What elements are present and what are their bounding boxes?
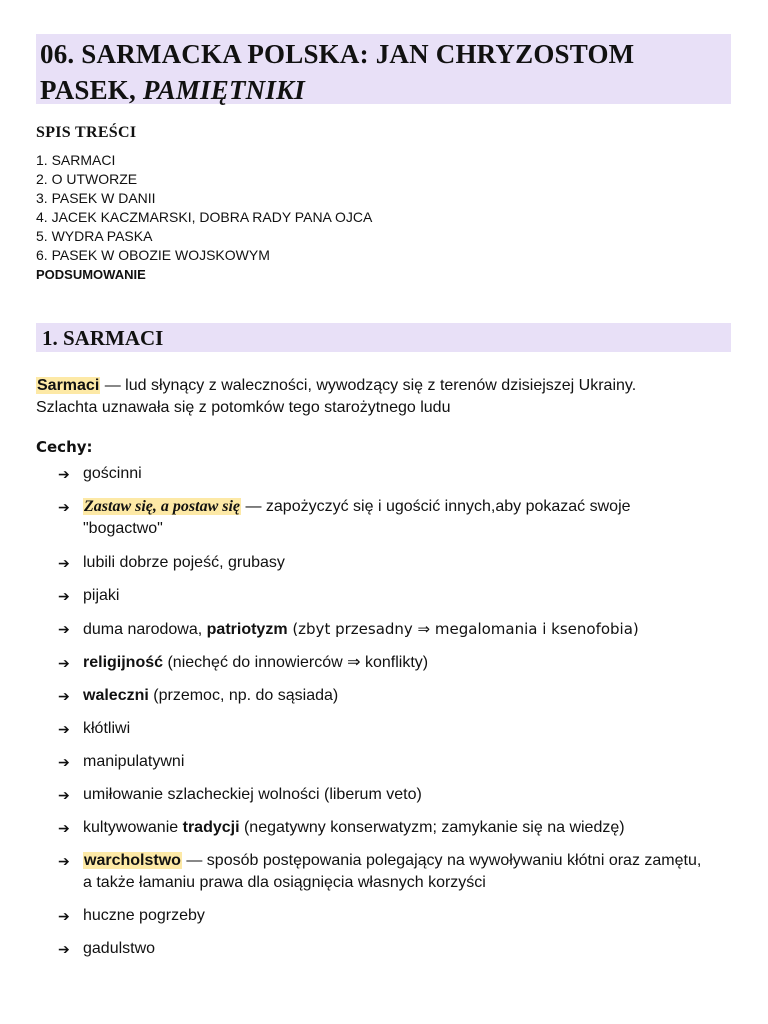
intro-text-line2: Szlachta uznawała się z potomków tego starożytnego ludu — [36, 399, 451, 416]
arrow-icon: ➔ — [58, 588, 70, 604]
trait-text: (niechęć do innowierców ⇒ konflikty) — [163, 654, 429, 671]
traits-list — [58, 463, 738, 971]
arrow-icon: ➔ — [58, 621, 70, 637]
trait-text: (przemoc, np. do sąsiada) — [148, 687, 339, 704]
toc-item[interactable]: 3. PASEK W DANII — [36, 190, 156, 206]
arrow-icon: ➔ — [58, 555, 70, 571]
trait-text: gościnni — [83, 465, 142, 482]
traits-label: Cechy: — [36, 438, 93, 456]
table-of-contents — [36, 151, 372, 284]
arrow-icon: ➔ — [58, 787, 70, 803]
document-title-box — [36, 34, 731, 104]
list-item — [58, 496, 738, 540]
intro-paragraph — [36, 375, 736, 419]
list-item — [58, 685, 738, 707]
trait-text-line2: "bogactwo" — [83, 520, 163, 537]
list-item — [58, 784, 738, 806]
arrow-icon: ➔ — [58, 941, 70, 957]
arrow-icon: ➔ — [58, 754, 70, 770]
toc-item[interactable]: 6. PASEK W OBOZIE WOJSKOWYM — [36, 247, 270, 263]
toc-item[interactable]: 4. JACEK KACZMARSKI, DOBRA RADY PANA OJCA — [36, 209, 373, 225]
trait-bold: waleczni — [83, 687, 149, 704]
toc-item-summary[interactable]: PODSUMOWANIE — [36, 267, 146, 282]
highlighted-term: Zastaw się, a postaw się — [84, 498, 241, 515]
trait-text: duma narodowa, — [83, 621, 207, 638]
toc-item[interactable]: 2. O UTWORZE — [36, 171, 138, 187]
trait-bold: patriotyzm — [206, 621, 288, 638]
list-item — [58, 850, 738, 894]
highlighted-term: Sarmaci — [37, 377, 100, 394]
trait-text: manipulatywni — [83, 753, 185, 770]
trait-text: (negatywny konserwatyzm; zamykanie się na wiedzę) — [239, 819, 625, 836]
trait-text: kłótliwi — [83, 720, 131, 737]
toc-item[interactable]: 1. SARMACI — [36, 152, 116, 168]
title-italic: PAMIĘTNIKI — [142, 75, 305, 105]
arrow-icon: ➔ — [58, 853, 70, 869]
trait-text: umiłowanie szlacheckiej wolności (liberum veto) — [83, 786, 422, 803]
section-heading-box — [36, 323, 731, 352]
arrow-icon: ➔ — [58, 688, 70, 704]
trait-text: — sposób postępowania polegający na wywoływaniu kłótni oraz zamętu, — [181, 852, 702, 869]
arrow-icon: ➔ — [58, 655, 70, 671]
trait-bold: religijność — [83, 654, 164, 671]
trait-text: pijaki — [83, 587, 120, 604]
trait-text: lubili dobrze pojeść, grubasy — [83, 554, 285, 571]
title-line2: PASEK, — [40, 75, 143, 105]
arrow-icon: ➔ — [58, 820, 70, 836]
document-title — [36, 36, 634, 108]
arrow-icon: ➔ — [58, 908, 70, 924]
trait-text: (zbyt przesadny ⇒ megalomania i ksenofobia) — [287, 620, 639, 638]
list-item — [58, 463, 738, 485]
list-item — [58, 905, 738, 927]
list-item — [58, 552, 738, 574]
trait-text: kultywowanie — [83, 819, 183, 836]
trait-text: gadulstwo — [83, 940, 156, 957]
toc-item[interactable]: 5. WYDRA PASKA — [36, 228, 153, 244]
toc-heading: SPIS TREŚCI — [36, 124, 137, 141]
arrow-icon: ➔ — [58, 721, 70, 737]
intro-text: — lud słynący z waleczności, wywodzący się z terenów dzisiejszej Ukrainy. — [100, 377, 637, 394]
title-line1: 06. SARMACKA POLSKA: JAN CHRYZOSTOM — [40, 39, 635, 69]
list-item — [58, 751, 738, 773]
trait-bold: tradycji — [182, 819, 240, 836]
highlighted-term: warcholstwo — [84, 852, 181, 869]
trait-text: huczne pogrzeby — [83, 907, 205, 924]
trait-text: — zapożyczyć się i ugościć innych,aby pokazać swoje — [241, 498, 631, 515]
list-item — [58, 938, 738, 960]
arrow-icon: ➔ — [58, 466, 70, 482]
trait-text-line2: a także łamaniu prawa dla osiągnięcia własnych korzyści — [83, 874, 486, 891]
section-title: 1. SARMACI — [42, 326, 164, 350]
list-item — [58, 585, 738, 607]
arrow-icon: ➔ — [58, 499, 70, 515]
list-item — [58, 618, 738, 641]
list-item — [58, 817, 738, 839]
list-item — [58, 718, 738, 740]
list-item — [58, 652, 738, 674]
